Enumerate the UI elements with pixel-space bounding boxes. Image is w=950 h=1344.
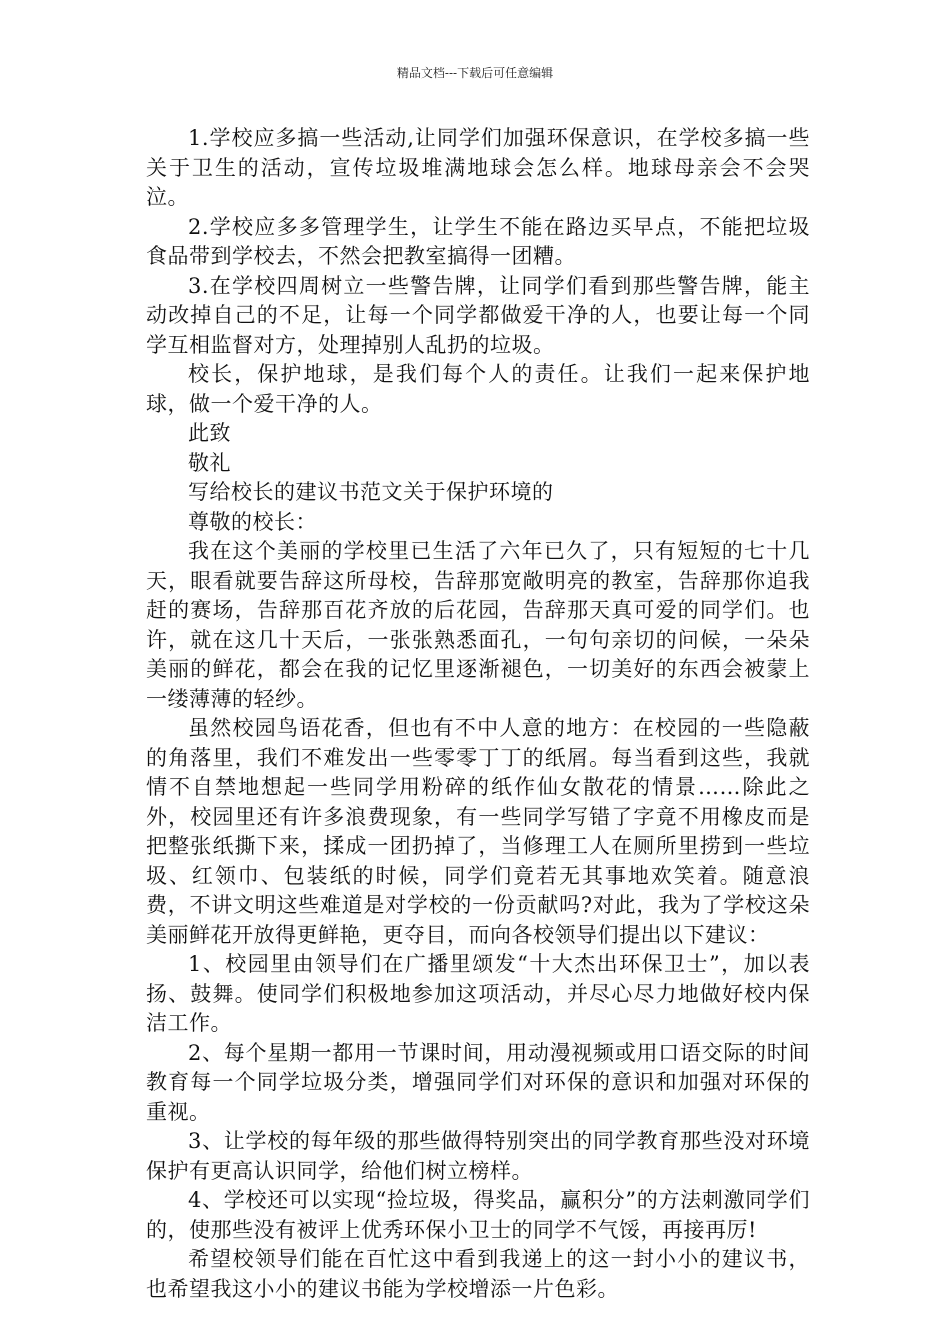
- suggestion-paragraph-2: 2.学校应多多管理学生，让学生不能在路边买早点，不能把垃圾食品带到学校去，不然会把教室搞得一团糟。: [146, 214, 810, 268]
- page-header: 精品文档---下载后可任意编辑: [396, 66, 554, 80]
- intro-paragraph: 我在这个美丽的学校里已生活了六年已久了，只有短短的七十几天，眼看就要告辞这所母校，告辞那宽敞明亮的教室，告辞那你追我赶的赛场，告辞那百花齐放的后花园，告辞那天真可爱的同学们。也许，就在这几十天后，一张张熟悉面孔，一句句亲切的问候，一朵朵美丽的鲜花，都会在我的记忆里逐渐褪色，一切美好的东西会被蒙上一缕薄薄的轻纱。: [146, 539, 810, 711]
- section-title: 写给校长的建议书范文关于保护环境的: [188, 480, 554, 504]
- problem-paragraph: 虽然校园鸟语花香，但也有不中人意的地方：在校园的一些隐蔽的角落里，我们不难发出一些零零丁丁的纸屑。每当看到这些，我就情不自禁地想起一些同学用粉碎的纸作仙女散花的情景……除此之外，校园里还有许多浪费现象，有一些同学写错了字竟不用橡皮而是把整张纸撕下来，揉成一团扔掉了，当修理工人在厕所里捞到一些垃圾、红领巾、包装纸的时候，同学们竟若无其事地欢笑着。随意浪费，不讲文明这些难道是对学校的一份贡献吗?对此，我为了学校这朵美丽鲜花开放得更鲜艳，更夺目，而向各校领导们提出以下建议：: [146, 716, 810, 947]
- salutation-cizhi: 此致: [188, 421, 231, 445]
- advice-paragraph-2: 2、每个星期一都用一节课时间，用动漫视频或用口语交际的时间教育每一个同学垃圾分类，增强同学们对环保的意识和加强对环保的重视。: [146, 1040, 810, 1124]
- greeting-line: 尊敬的校长：: [188, 509, 317, 534]
- advice-paragraph-3: 3、让学校的每年级的那些做得特别突出的同学教育那些没对环境保护有更高认识同学，给他们树立榜样。: [146, 1129, 810, 1183]
- advice-paragraph-1: 1、校园里由领导们在广播里颂发“十大杰出环保卫士”，加以表扬、鼓舞。使同学们积极地参加这项活动，并尽心尽力地做好校内保洁工作。: [146, 952, 810, 1035]
- final-paragraph: 希望校领导们能在百忙这中看到我递上的这一封小小的建议书，也希望我这小小的建议书能为学校增添一片色彩。: [146, 1247, 810, 1301]
- suggestion-paragraph-1: 1.学校应多搞一些活动,让同学们加强环保意识，在学校多搞一些关于卫生的活动，宣传垃圾堆满地球会怎么样。地球母亲会不会哭泣。: [146, 126, 810, 209]
- closing-paragraph: 校长，保护地球，是我们每个人的责任。让我们一起来保护地球，做一个爱干净的人。: [146, 362, 810, 416]
- suggestion-paragraph-3: 3.在学校四周树立一些警告牌，让同学们看到那些警告牌，能主动改掉自己的不足，让每一个同学都做爱干净的人，也要让每一个同学互相监督对方，处理掉别人乱扔的垃圾。: [146, 273, 810, 357]
- advice-paragraph-4: 4、学校还可以实现“捡垃圾，得奖品，赢积分”的方法刺激同学们的，使那些没有被评上优秀环保小卫士的同学不气馁，再接再厉!: [146, 1188, 810, 1242]
- document-body: [146, 124, 810, 1304]
- salutation-jingli: 敬礼: [188, 450, 231, 475]
